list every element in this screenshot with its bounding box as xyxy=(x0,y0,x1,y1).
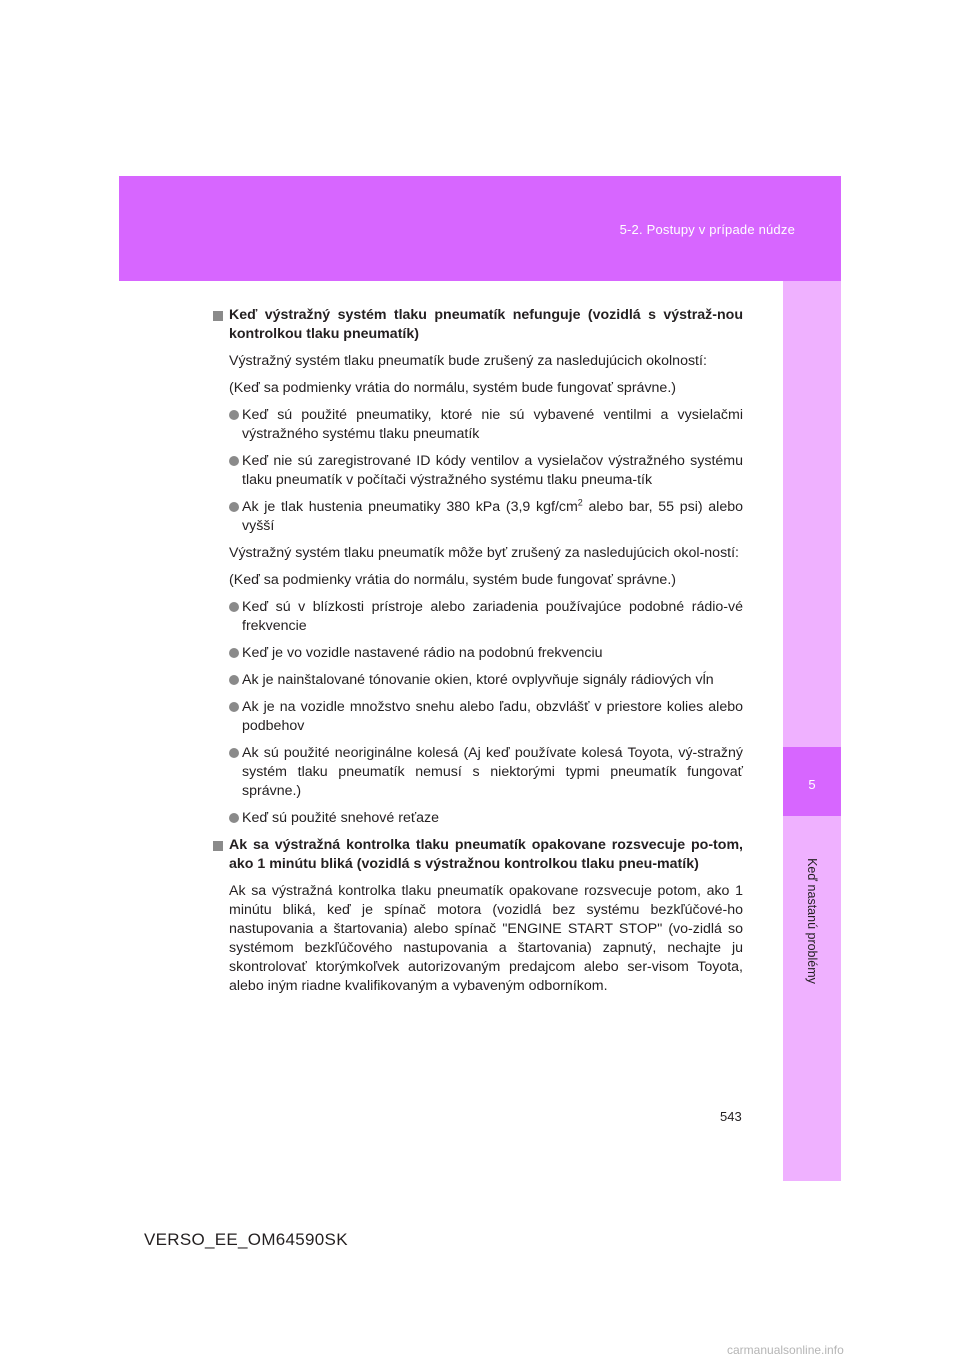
circle-bullet-icon xyxy=(229,748,239,758)
list-item: Keď sú použité pneumatiky, ktoré nie sú vybavené ventilmi a vysielačmi výstražného systému tlaku pneumatík xyxy=(229,406,743,444)
list-item: Keď sú v blízkosti prístroje alebo zariadenia používajúce podobné rádio-vé frekvencie xyxy=(229,598,743,636)
list-item: Keď sú použité snehové reťaze xyxy=(229,809,743,828)
chapter-number-tab: 5 xyxy=(783,747,841,816)
list-item: Ak sú použité neoriginálne kolesá (Aj keď používate kolesá Toyota, vý-stražný systém tlaku pneumatík nemusí s niektorými typmi pneumatík fungovať správne.) xyxy=(229,744,743,801)
paragraph: Výstražný systém tlaku pneumatík môže byť zrušený za nasledujúcich okol-ností: xyxy=(229,545,739,561)
header-band xyxy=(119,176,841,281)
list-item: Ak je nainštalované tónovanie okien, ktoré ovplyvňuje signály rádiových vĺn xyxy=(229,671,743,690)
watermark-text: carmanualsonline.info xyxy=(727,1343,844,1357)
circle-bullet-icon xyxy=(229,456,239,466)
paragraph: (Keď sa podmienky vrátia do normálu, systém bude fungovať správne.) xyxy=(229,380,676,396)
circle-bullet-icon xyxy=(229,648,239,658)
section-heading: Keď výstražný systém tlaku pneumatík nefunguje (vozidlá s výstraž-nou kontrolkou tlaku pneumatík) xyxy=(213,306,743,344)
header-title: 5-2. Postupy v prípade núdze xyxy=(619,222,795,237)
circle-bullet-icon xyxy=(229,702,239,712)
list-item: Keď nie sú zaregistrované ID kódy ventilov a vysielačov výstražného systému tlaku pneumatík v počítači výstražného systému tlaku pneuma-tík xyxy=(229,452,743,490)
page-content xyxy=(213,306,743,1004)
page-number: 543 xyxy=(720,1109,742,1124)
circle-bullet-icon xyxy=(229,675,239,685)
document-code: VERSO_EE_OM64590SK xyxy=(144,1230,348,1249)
section-heading: Ak sa výstražná kontrolka tlaku pneumatík opakovane rozsvecuje po-tom, ako 1 minútu bliká (vozidlá s výstražnou kontrolkou tlaku pneu-matík) xyxy=(213,836,743,874)
square-bullet-icon xyxy=(213,841,223,851)
circle-bullet-icon xyxy=(229,813,239,823)
chapter-side-strip xyxy=(783,281,841,1181)
paragraph: (Keď sa podmienky vrátia do normálu, systém bude fungovať správne.) xyxy=(229,572,676,588)
square-bullet-icon xyxy=(213,311,223,321)
circle-bullet-icon xyxy=(229,602,239,612)
circle-bullet-icon xyxy=(229,410,239,420)
list-item: Ak je na vozidle množstvo snehu alebo ľadu, obzvlášť v priestore kolies alebo podbehov xyxy=(229,698,743,736)
circle-bullet-icon xyxy=(229,502,239,512)
list-item: Ak je tlak hustenia pneumatiky 380 kPa (3,9 kgf/$cm^2$ alebo bar, 55 psi) alebo vyšší xyxy=(229,498,743,536)
list-item: Keď je vo vozidle nastavené rádio na podobnú frekvenciu xyxy=(229,644,743,663)
paragraph: Ak sa výstražná kontrolka tlaku pneumatík opakovane rozsvecuje potom, ako 1 minútu bliká, keď je spínač motora (vozidlá bez systému bezkľúčové-ho nastupovania a štartovania) alebo spínač "ENGINE START STOP" (vo-zidlá so systémom bezkľúčového nastupovania a štartovania) zapnutý, nechajte ju skontrolovať ktorýmkoľvek autorizovaným predajcom alebo ser-visom Toyota, alebo iným riadne kvalifikovaným a vybaveným odborníkom. xyxy=(229,883,743,994)
chapter-title-label: Keď nastanú problémy xyxy=(805,858,819,984)
paragraph: Výstražný systém tlaku pneumatík bude zrušený za nasledujúcich okolností: xyxy=(229,353,707,369)
